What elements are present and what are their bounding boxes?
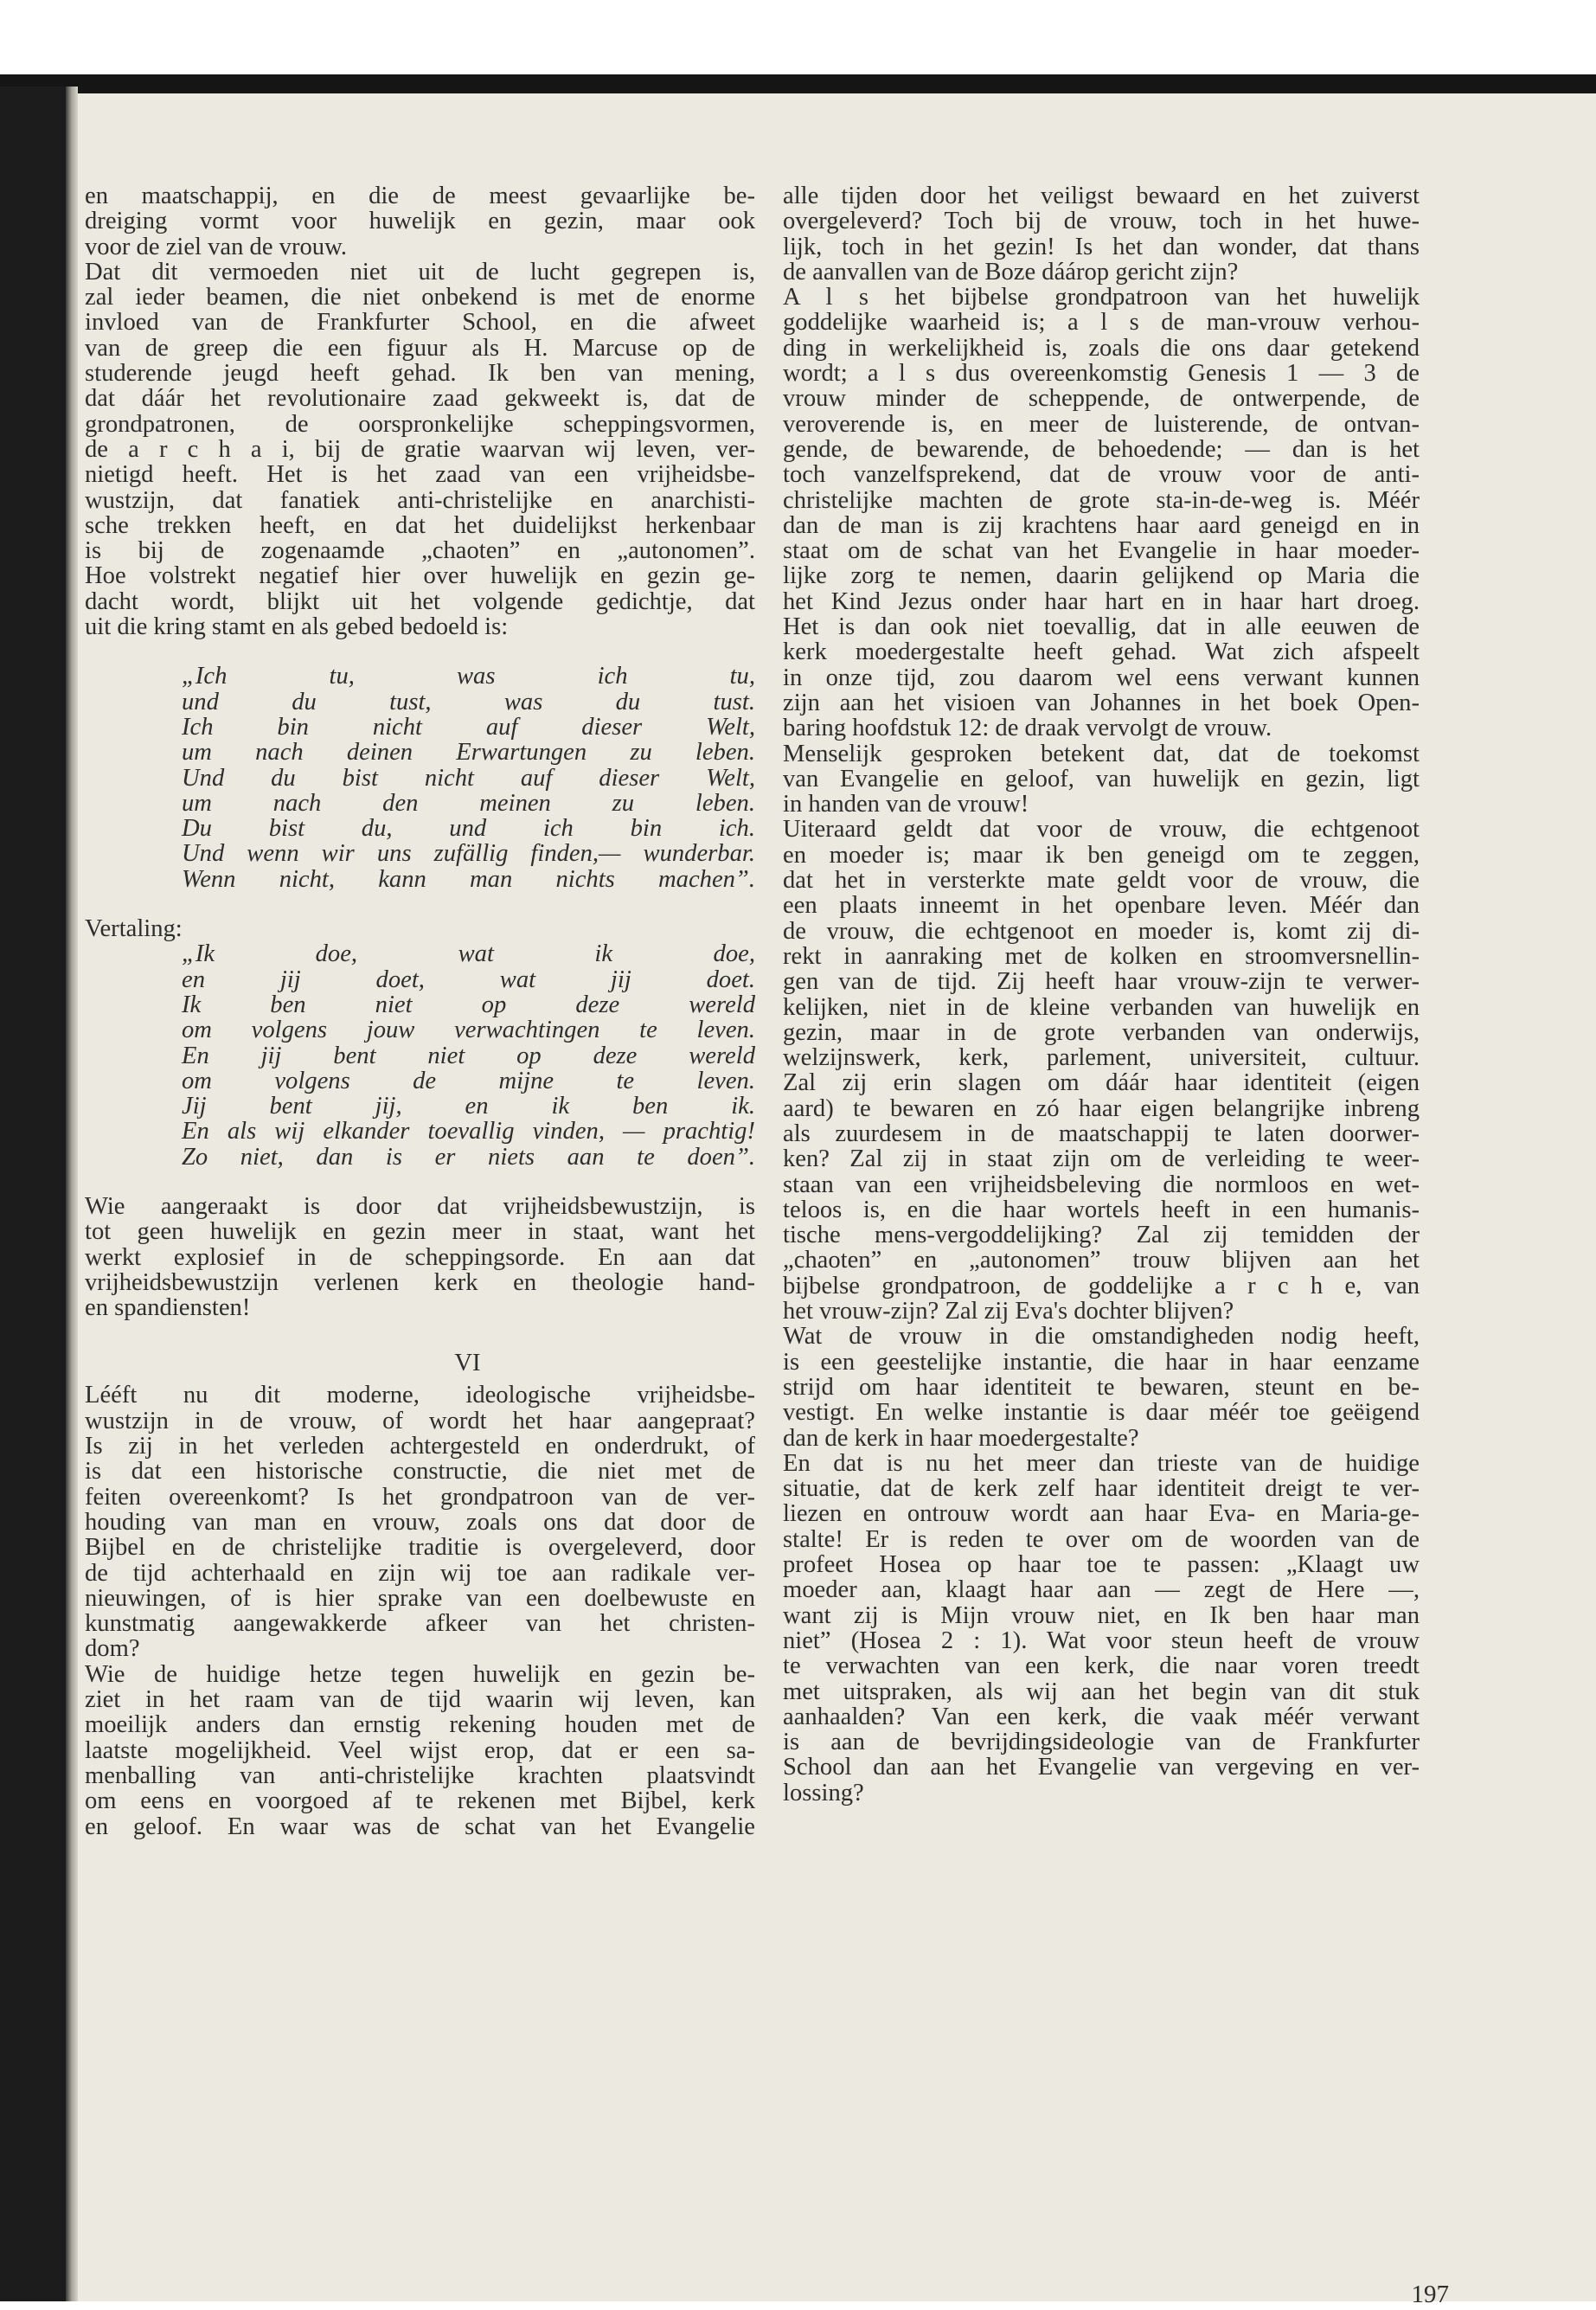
text-line: baring hoofdstuk 12: de draak vervolgt de vrouw. [783, 715, 1272, 741]
paragraph-gap [85, 892, 755, 916]
text-line: Zal zij erin slagen om dáár haar identiteit (eigen [783, 1070, 1420, 1096]
text-line: vestigt. En welke instantie is daar méér toe geëigend [783, 1400, 1420, 1426]
scan-top-margin [0, 0, 1596, 80]
text-line: moeilijk anders dan ernstig rekening houden met de [85, 1712, 755, 1738]
text-line: en spandiensten! [85, 1295, 251, 1321]
text-line: de tijd achterhaald en zijn wij toe aan radikale ver- [85, 1560, 755, 1586]
text-line: gende, de bewarende, de behoedende; — dan is het [783, 436, 1420, 463]
paragraph-gap [85, 1170, 755, 1194]
text-line: laatste mogelijkheid. Veel wijst erop, dat er een sa- [85, 1737, 755, 1763]
text-line: Hoe volstrekt negatief hier over huwelijk en gezin ge- [85, 563, 755, 589]
text-line: invloed van de Frankfurter School, en die afweet [85, 310, 755, 336]
text-line: te verwachten van een kerk, die naar voren treedt [783, 1653, 1420, 1679]
poem-line: Wenn nicht, kann man nichts machen”. [182, 866, 755, 893]
text-line: om eens en voorgoed af te rekenen met Bijbel, kerk [85, 1788, 755, 1814]
text-line: de vrouw, die echtgenoot en moeder is, komt zij di- [783, 918, 1420, 944]
text-line: ken? Zal zij in staat zijn om de verleiding te weer- [783, 1146, 1420, 1172]
text-line: ding in werkelijkheid is, zoals die ons daar getekend [783, 335, 1420, 362]
text-line: in onze tijd, zou daarom wel eens verwant kunnen [783, 664, 1420, 690]
text-line: School dan aan het Evangelie van vergeving en ver- [783, 1755, 1420, 1781]
text-line: kelijken, niet in de kleine verbanden van huwelijk en [783, 994, 1420, 1020]
text-line: als zuurdesem in de maatschappij te laten doorwer- [783, 1120, 1420, 1147]
poem-line: um nach deinen Erwartungen zu leben. [182, 740, 755, 766]
text-line: de aanvallen van de Boze dáárop gericht zijn? [783, 259, 1239, 286]
text-line: rekt in aanraking met de kolken en stroomversnellin- [783, 943, 1420, 970]
poem-line: En als wij elkander toevallig vinden, — prachtig! [182, 1119, 755, 1145]
text-line: kunstmatig aangewakkerde afkeer van het christen- [85, 1611, 755, 1637]
text-line: zal ieder beamen, die niet onbekend is met de enorme [85, 285, 755, 311]
poem-line: und du tust, was du tust. [182, 689, 755, 715]
text-line: dacht wordt, blijkt uit het volgende gedichtje, dat [85, 588, 755, 615]
scan-book-spine [0, 87, 66, 2301]
text-line: met uitspraken, als wij aan het begin van dit stuk [783, 1678, 1420, 1704]
text-line: en moeder is; maar ik ben geneigd om te zeggen, [783, 842, 1420, 869]
text-line: moeder aan, klaagt haar aan — zegt de Here —, [783, 1577, 1420, 1603]
poem-line: Und du bist nicht auf dieser Welt, [182, 765, 755, 791]
text-line: lijk, toch in het gezin! Is het dan wonder, dat thans [783, 234, 1420, 260]
poem-line: „Ich tu, was ich tu, [182, 664, 755, 690]
text-line: situatie, dat de kerk zelf haar identiteit dreigt te ver- [783, 1476, 1420, 1502]
text-line: lossing? [783, 1780, 864, 1806]
section-number: VI [454, 1350, 481, 1377]
text-line: christelijke machten de grote sta-in-de-weg is. Méér [783, 487, 1420, 513]
text-line: vrouw minder de scheppende, de ontwerpende, de [783, 386, 1420, 412]
text-line: Bijbel en de christelijke traditie is overgeleverd, door [85, 1535, 755, 1561]
text-line: werkt explosief in de scheppingsorde. En aan dat [85, 1244, 755, 1270]
text-line: dat het in versterkte mate geldt voor de vrouw, die [783, 868, 1420, 894]
text-line: goddelijke waarheid is; a l s de man-vrouw verhou- [783, 310, 1420, 336]
text-line: want zij is Mijn vrouw niet, en Ik ben haar man [783, 1602, 1420, 1628]
text-line: zijn aan het visioen van Johannes in het boek Open- [783, 690, 1420, 716]
text-line: Lééft nu dit moderne, ideologische vrijheidsbe- [85, 1383, 755, 1408]
text-line: het Kind Jezus onder haar hart en in haar hart droeg. [783, 588, 1420, 615]
text-line: dan de man is zij krachtens haar aard geneigd en in [783, 512, 1420, 539]
text-line: een plaats inneemt in het openbare leven. Méér dan [783, 893, 1420, 919]
text-line: aard) te bewaren en zó haar eigen belangrijke inbreng [783, 1095, 1420, 1121]
text-line: strijd om haar identiteit te bewaren, steunt en be- [783, 1374, 1420, 1401]
text-line: ziet in het raam van de tijd waarin wij leven, kan [85, 1687, 755, 1713]
poem-line: um nach den meinen zu leben. [182, 790, 755, 817]
text-line: studerende jeugd heeft gehad. Ik ben van mening, [85, 361, 755, 387]
text-line: de a r c h a i, bij de gratie waarvan wij leven, ver- [85, 436, 755, 463]
text-line: nieuwingen, of is hier sprake van een doelbewuste en [85, 1585, 755, 1612]
text-line: is een geestelijke instantie, die haar in haar eenzame [783, 1349, 1420, 1375]
text-line: Dat dit vermoeden niet uit de lucht gegrepen is, [85, 259, 755, 286]
poem-line: Ich bin nicht auf dieser Welt, [182, 714, 755, 741]
text-line: A l s het bijbelse grondpatroon van het huwelijk [783, 285, 1420, 311]
poem-line: Du bist du, und ich bin ich. [182, 816, 755, 842]
text-line: vrijheidsbewustzijn verlenen kerk en theologie hand- [85, 1269, 755, 1296]
text-line: is bij de zogenaamde „chaoten” en „autonomen”. [85, 538, 755, 564]
text-line: Is zij in het verleden achtergesteld en onderdrukt, of [85, 1434, 755, 1460]
text-line: van de greep die een figuur als H. Marcuse op de [85, 335, 755, 362]
text-line: stalte! Er is reden te over om de woorden van de [783, 1526, 1420, 1553]
text-line: welzijnswerk, kerk, parlement, universiteit, cultuur. [783, 1045, 1420, 1071]
text-line: en maatschappij, en die de meest gevaarlijke be- [85, 183, 755, 209]
text-line: wustzijn, dat fanatiek anti-christelijke en anarchisti- [85, 487, 755, 513]
text-line: dan de kerk in haar moedergestalte? [783, 1425, 1139, 1451]
text-line: wordt; a l s dus overeenkomstig Genesis 1 — 3 de [783, 361, 1420, 387]
page-number: 197 [1411, 2281, 1449, 2308]
text-line: en geloof. En waar was de schat van het Evangelie [85, 1813, 755, 1839]
text-line: wustzijn in de vrouw, of wordt het haar aangepraat? [85, 1408, 755, 1434]
text-line: van Evangelie en geloof, van huwelijk en gezin, ligt [783, 766, 1420, 792]
poem-line: en jij doet, wat jij doet. [182, 966, 755, 992]
text-line: profeet Hosea op haar toe te passen: „Klaagt uw [783, 1552, 1420, 1578]
text-line: toch vanzelfsprekend, dat de vrouw voor de anti- [783, 462, 1420, 488]
text-line: sche trekken heeft, en dat het duidelijkst herkenbaar [85, 512, 755, 539]
text-line: Wie aangeraakt is door dat vrijheidsbewustzijn, is [85, 1193, 755, 1220]
text-line: staan van een vrijheidsbeleving die normloos en wet- [783, 1171, 1420, 1197]
right-text-column [783, 183, 1420, 1806]
text-line: „chaoten” en „autonomen” trouw blijven aan het [783, 1248, 1420, 1274]
poem-line: Jij bent jij, en ik ben ik. [182, 1094, 755, 1120]
text-line: voor de ziel van de vrouw. [85, 234, 348, 260]
text-line: bijbelse grondpatroon, de goddelijke a r c h e, van [783, 1273, 1420, 1299]
text-line: Menselijk gesproken betekent dat, dat de toekomst [783, 741, 1420, 767]
text-line: Vertaling: [85, 916, 183, 942]
book-page [78, 93, 1596, 2308]
text-line: tot geen huwelijk en gezin meer in staat, want het [85, 1219, 755, 1245]
text-line: houding van man en vrouw, zoals ons dat door de [85, 1509, 755, 1536]
poem-line: om volgens de mijne te leven. [182, 1068, 755, 1094]
text-line: dom? [85, 1636, 140, 1662]
poem-line: Ik ben niet op deze wereld [182, 991, 755, 1018]
text-line: is dat een historische constructie, die niet met de [85, 1459, 755, 1485]
text-line: gen van de tijd. Zij heeft haar vrouw-zijn te verwer- [783, 969, 1420, 995]
left-text-column [78, 183, 755, 1839]
text-line: aanhaalden? Van een kerk, die vaak méér verwant [783, 1704, 1420, 1730]
text-line: overgeleverd? Toch bij de vrouw, toch in het huwe- [783, 209, 1420, 234]
text-line: lijke zorg te nemen, daarin gelijkend op Maria die [783, 563, 1420, 589]
text-line: alle tijden door het veiligst bewaard en het zuiverst [783, 183, 1420, 209]
poem-line: En jij bent niet op deze wereld [182, 1043, 755, 1068]
text-line: kerk moedergestalte heeft gehad. Wat zich afspeelt [783, 639, 1420, 665]
text-line: gezin, maar in de grote verbanden van onderwijs, [783, 1019, 1420, 1046]
text-line: staat om de schat van het Evangelie in haar moeder- [783, 538, 1420, 564]
paragraph-gap [85, 639, 755, 664]
paragraph-gap [85, 1320, 755, 1344]
text-line: in handen van de vrouw! [783, 792, 1029, 818]
poem-line: Und wenn wir uns zufällig finden,— wunderbar. [182, 841, 755, 867]
scan-page-edge [66, 87, 78, 2301]
text-line: teloos is, en die haar wortels heeft in een humanis- [783, 1197, 1420, 1223]
poem-line: Zo niet, dan is er niets aan te doen”. [182, 1144, 755, 1170]
text-line: grondpatronen, de oorspronkelijke scheppingsvormen, [85, 411, 755, 437]
text-line: feiten overeenkomt? Is het grondpatroon van de ver- [85, 1484, 755, 1510]
text-line: Wat de vrouw in die omstandigheden nodig heeft, [783, 1324, 1420, 1350]
text-line: niet” (Hosea 2 : 1). Wat voor steun heeft de vrouw [783, 1627, 1420, 1654]
text-line: Het is dan ook niet toevallig, dat in alle eeuwen de [783, 614, 1420, 640]
poem-line: „Ik doe, wat ik doe, [182, 941, 755, 967]
text-line: veroverende is, en meer de luisterende, de ontvan- [783, 411, 1420, 437]
text-line: En dat is nu het meer dan trieste van de huidige [783, 1450, 1420, 1477]
poem-line: om volgens jouw verwachtingen te leven. [182, 1017, 755, 1043]
text-line: Uiteraard geldt dat voor de vrouw, die echtgenoot [783, 817, 1420, 843]
text-line: het vrouw-zijn? Zal zij Eva's dochter blijven? [783, 1299, 1234, 1325]
text-line: uit die kring stamt en als gebed bedoeld is: [85, 614, 509, 640]
text-line: menballing van anti-christelijke krachten plaatsvindt [85, 1762, 755, 1789]
text-line: dat dáár het revolutionaire zaad gekweekt is, dat de [85, 386, 755, 412]
text-line: nietigd heeft. Het is het zaad van een vrijheidsbe- [85, 462, 755, 488]
text-line: dreiging vormt voor huwelijk en gezin, maar ook [85, 209, 755, 234]
text-line: liezen en ontrouw wordt aan haar Eva- en Maria-ge- [783, 1501, 1420, 1527]
text-line: Wie de huidige hetze tegen huwelijk en gezin be- [85, 1661, 755, 1688]
text-line: tische mens-vergoddelijking? Zal zij temidden der [783, 1222, 1420, 1248]
text-line: is aan de bevrijdingsideologie van de Frankfurter [783, 1729, 1420, 1755]
